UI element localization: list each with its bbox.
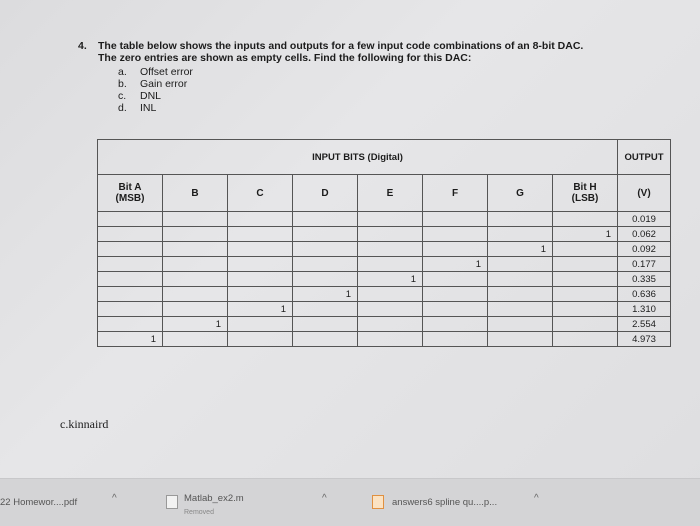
question-number: 4. xyxy=(78,40,87,52)
bit-cell xyxy=(98,287,163,302)
bit-cell xyxy=(98,227,163,242)
table-row xyxy=(98,287,671,302)
input-bits-header: INPUT BITS (Digital) xyxy=(98,140,618,175)
bit-cell xyxy=(293,332,358,347)
table-row xyxy=(98,212,671,227)
bit-cell xyxy=(163,212,228,227)
bit-cell: 1 xyxy=(228,302,293,317)
table-row xyxy=(98,317,671,332)
bit-cell xyxy=(553,332,618,347)
bit-cell xyxy=(358,257,423,272)
table-title-row xyxy=(98,140,671,175)
bit-cell xyxy=(358,212,423,227)
bit-header-cell: C xyxy=(228,175,293,212)
bit-cell xyxy=(293,302,358,317)
bit-cell xyxy=(358,302,423,317)
bit-cell xyxy=(488,287,553,302)
table-row xyxy=(98,272,671,287)
bit-cell xyxy=(98,317,163,332)
bit-cell xyxy=(423,272,488,287)
bit-header-cell: Bit H (LSB) xyxy=(553,175,618,212)
bit-cell xyxy=(553,212,618,227)
bit-header-cell: F xyxy=(423,175,488,212)
bit-cell xyxy=(228,317,293,332)
dac-table xyxy=(97,139,671,347)
bit-cell xyxy=(293,317,358,332)
bit-cell xyxy=(293,242,358,257)
output-unit-cell: (V) xyxy=(618,175,671,212)
bit-cell xyxy=(553,257,618,272)
signature: c.kinnaird xyxy=(60,417,109,431)
output-header: OUTPUT xyxy=(618,140,671,175)
bit-cell xyxy=(293,212,358,227)
output-cell: 0.335 xyxy=(618,272,671,287)
item-a: a. Offset error xyxy=(118,66,193,78)
bit-cell xyxy=(228,212,293,227)
bit-cell xyxy=(358,332,423,347)
bit-cell xyxy=(488,257,553,272)
bit-cell xyxy=(98,212,163,227)
bit-header-cell: D xyxy=(293,175,358,212)
bit-cell xyxy=(163,242,228,257)
bit-cell: 1 xyxy=(553,227,618,242)
item-d: d. INL xyxy=(118,102,157,114)
chevron-up-icon[interactable]: ^ xyxy=(112,493,117,504)
bit-cell xyxy=(423,302,488,317)
question-line-1: The table below shows the inputs and outputs for a few input code combinations of an 8-bit DAC. xyxy=(98,40,584,52)
output-cell: 2.554 xyxy=(618,317,671,332)
output-cell: 0.636 xyxy=(618,287,671,302)
bit-cell xyxy=(553,272,618,287)
bit-cell xyxy=(98,302,163,317)
output-cell: 0.019 xyxy=(618,212,671,227)
bit-cell xyxy=(163,227,228,242)
bit-header-cell: B xyxy=(163,175,228,212)
bit-cell xyxy=(163,257,228,272)
bit-cell xyxy=(423,242,488,257)
question-line-2: The zero entries are shown as empty cells. Find the following for this DAC: xyxy=(98,52,472,64)
bit-header-row xyxy=(98,175,671,212)
bit-cell: 1 xyxy=(358,272,423,287)
bit-cell xyxy=(293,272,358,287)
chevron-up-icon[interactable]: ^ xyxy=(534,493,539,504)
bit-cell xyxy=(98,257,163,272)
table-row xyxy=(98,302,671,317)
bit-cell xyxy=(488,332,553,347)
bit-header-cell: Bit A (MSB) xyxy=(98,175,163,212)
output-cell: 0.092 xyxy=(618,242,671,257)
bit-cell xyxy=(228,332,293,347)
download-status: Removed xyxy=(184,509,214,516)
chevron-up-icon[interactable]: ^ xyxy=(322,493,327,504)
bit-cell xyxy=(488,302,553,317)
output-cell: 1.310 xyxy=(618,302,671,317)
bit-cell xyxy=(553,242,618,257)
bit-cell xyxy=(98,272,163,287)
bit-cell xyxy=(488,212,553,227)
bit-cell xyxy=(163,302,228,317)
bit-cell xyxy=(488,227,553,242)
bit-cell xyxy=(423,287,488,302)
bit-cell xyxy=(163,287,228,302)
bit-header-cell: E xyxy=(358,175,423,212)
table-row xyxy=(98,242,671,257)
bit-cell xyxy=(423,317,488,332)
bit-cell xyxy=(228,287,293,302)
bit-cell: 1 xyxy=(293,287,358,302)
bit-cell: 1 xyxy=(488,242,553,257)
bit-cell xyxy=(553,317,618,332)
bit-cell xyxy=(488,317,553,332)
bit-cell xyxy=(228,257,293,272)
bit-cell: 1 xyxy=(423,257,488,272)
bit-cell xyxy=(488,272,553,287)
table-row xyxy=(98,332,671,347)
bit-cell xyxy=(163,272,228,287)
bit-cell xyxy=(553,287,618,302)
bit-cell xyxy=(228,272,293,287)
download-item-matlab[interactable]: Matlab_ex2.m xyxy=(184,493,244,504)
bit-cell xyxy=(358,287,423,302)
item-b: b. Gain error xyxy=(118,78,188,90)
table-row xyxy=(98,227,671,242)
bit-cell xyxy=(358,242,423,257)
bit-cell xyxy=(358,317,423,332)
bit-cell xyxy=(293,227,358,242)
bit-cell xyxy=(423,212,488,227)
bit-header-cell: G xyxy=(488,175,553,212)
bit-cell xyxy=(293,257,358,272)
bit-cell: 1 xyxy=(98,332,163,347)
table-row xyxy=(98,257,671,272)
bit-cell xyxy=(98,242,163,257)
file-icon xyxy=(372,495,384,509)
bit-cell xyxy=(358,227,423,242)
file-icon xyxy=(166,495,178,509)
question-items xyxy=(118,66,193,114)
output-cell: 0.062 xyxy=(618,227,671,242)
bit-cell xyxy=(553,302,618,317)
bit-cell: 1 xyxy=(163,317,228,332)
output-cell: 0.177 xyxy=(618,257,671,272)
bit-cell xyxy=(228,227,293,242)
output-cell: 4.973 xyxy=(618,332,671,347)
bit-cell xyxy=(423,332,488,347)
bit-cell xyxy=(228,242,293,257)
bit-cell xyxy=(163,332,228,347)
download-item-answers[interactable]: answers6 spline qu....p... xyxy=(392,497,498,508)
bit-cell xyxy=(423,227,488,242)
download-item-pdf[interactable]: 22 Homewor....pdf xyxy=(0,497,78,508)
download-bar xyxy=(0,478,700,526)
item-c: c. DNL xyxy=(118,90,162,102)
